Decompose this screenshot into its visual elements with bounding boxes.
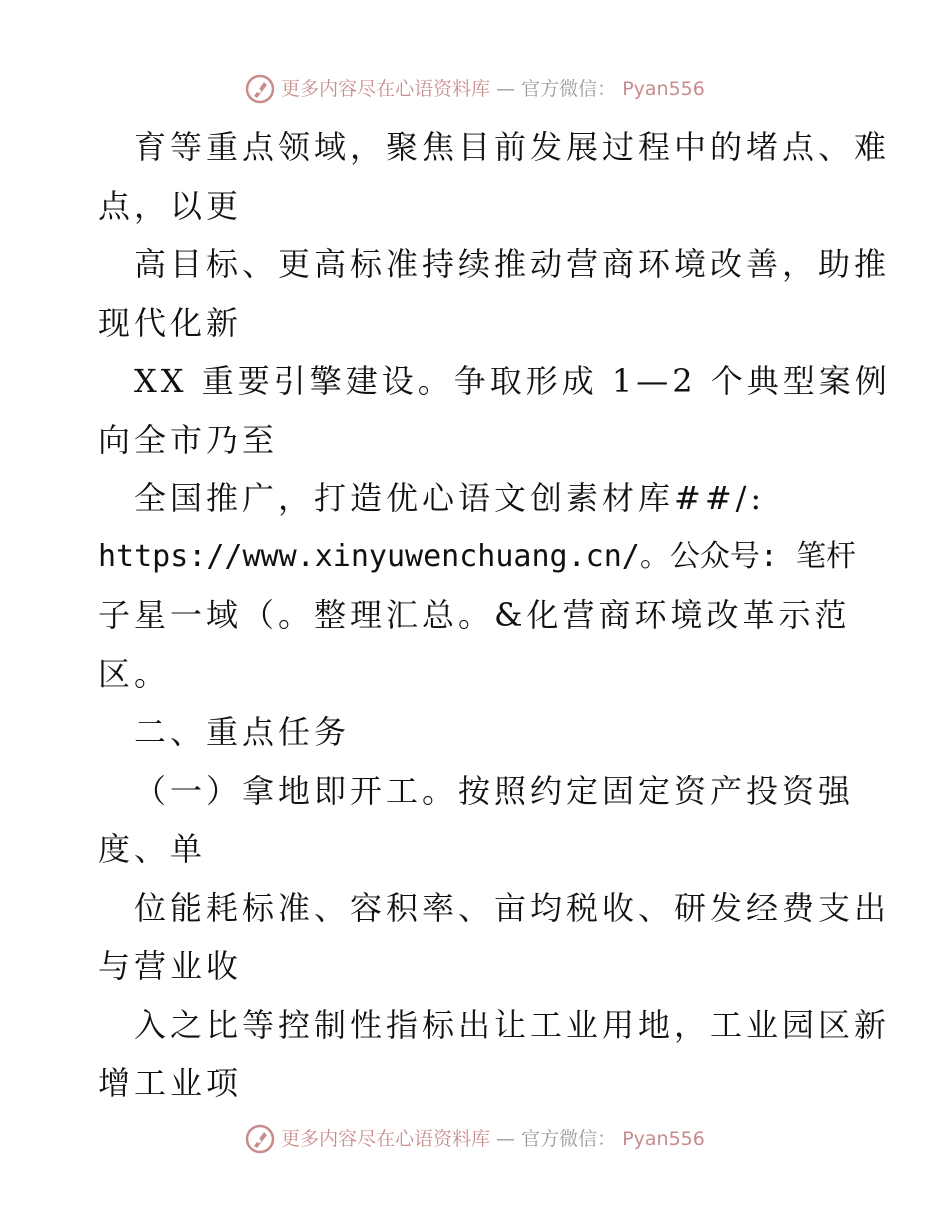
text-line-16: 入之比等控制性指标出让工业用地，工业园区新: [134, 1005, 891, 1044]
text-line-12: （一）拿地即开工。按照约定固定资产投资强: [134, 771, 855, 810]
section-heading: 二、重点任务: [134, 713, 351, 751]
text-line-10: 区。: [98, 654, 171, 693]
text-line-17: 增工业项: [98, 1064, 243, 1102]
text-line-7: 全国推广，打造优心语文创素材库##/:: [134, 479, 766, 517]
text-line-2: 点，以更: [98, 186, 243, 225]
text-line-13: 度、单: [98, 830, 207, 868]
pen-nib-logo-icon: [245, 1124, 275, 1154]
text-line-3: 高目标、更高标准持续推动营商环境改善，助推: [134, 245, 891, 283]
text-line-5: XX 重要引擎建设。争取形成 1—2 个典型案例: [134, 362, 891, 400]
watermark-official: 官方微信：: [521, 1128, 617, 1150]
text-line-15: 与营业收: [98, 947, 243, 985]
header-watermark: [0, 74, 950, 104]
watermark-text: 更多内容尽在心语资料库: [281, 78, 491, 100]
text-line-14: 位能耗标准、容积率、亩均税收、研发经费支出: [134, 888, 891, 927]
text-line-1: 育等重点领域，聚焦目前发展过程中的堵点、难: [134, 128, 891, 166]
document-body: [98, 118, 891, 1113]
text-line-url: https://www.xinyuwenchuang.cn/。公众号: 笔杆: [98, 538, 856, 574]
pen-nib-logo-icon: [245, 74, 275, 104]
watermark-id: Pyan556: [622, 1128, 705, 1150]
footer-watermark: [0, 1124, 950, 1154]
watermark-id: Pyan556: [622, 78, 705, 100]
text-line-6: 向全市乃至: [98, 420, 279, 459]
watermark-separator: —: [496, 78, 516, 100]
text-line-4: 现代化新: [98, 303, 243, 342]
watermark-separator: —: [496, 1128, 516, 1150]
watermark-official: 官方微信：: [521, 78, 617, 100]
watermark-text: 更多内容尽在心语资料库: [281, 1128, 491, 1150]
text-line-9: 子星一域（。整理汇总。&化营商环境改革示范: [98, 596, 851, 634]
